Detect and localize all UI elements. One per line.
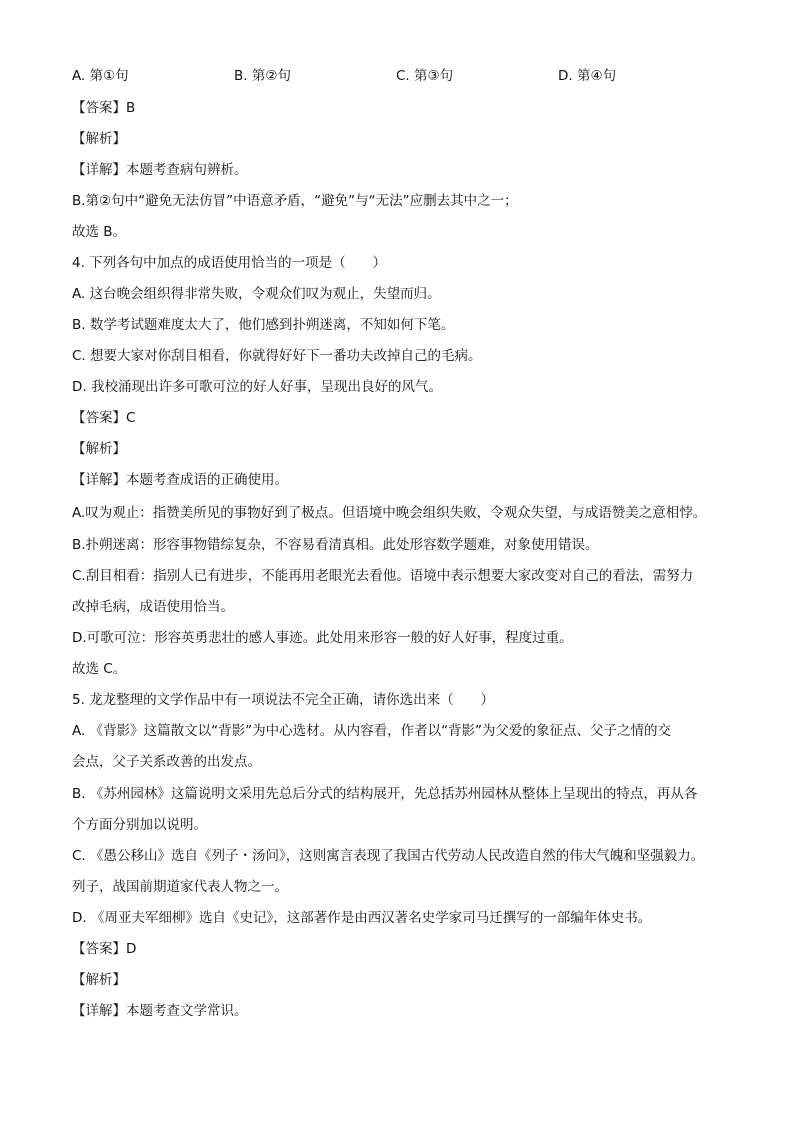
question-option: A. 这台晚会组织得非常失败，令观众们叹为观止，失望而归。: [72, 286, 441, 302]
question-option: 个方面分别加以说明。: [72, 817, 207, 833]
question-option: B. 《苏州园林》这篇说明文采用先总后分式的结构展开，先总括苏州园林从整体上呈现出的特点，再从各: [72, 786, 698, 802]
question-option: D. 《周亚夫军细柳》选自《史记》，这部著作是由西汉著名史学家司马迁撰写的一部编年体史书。: [72, 910, 652, 926]
question-option: C. 想要大家对你刮目相看，你就得好好下一番功夫改掉自己的毛病。: [72, 348, 482, 364]
option-c: C. 第③句: [396, 68, 454, 84]
option-d: D. 第④句: [558, 68, 617, 84]
detail-text: A.叹为观止：指赞美所见的事物好到了极点。但语境中晚会组织失败，令观众失望，与成语赞美之意相悖。: [72, 505, 707, 521]
conclusion-text: 故选 B。: [72, 224, 127, 240]
detail-text: 改掉毛病，成语使用恰当。: [72, 599, 234, 615]
question-title: 4. 下列各句中加点的成语使用恰当的一项是（ ）: [72, 255, 387, 271]
analysis-label: 【解析】: [72, 972, 126, 988]
detail-text: C.刮目相看：指别人已有进步，不能再用老眼光去看他。语境中表示想要大家改变对自己的看法，需努力: [72, 568, 694, 584]
option-b: B. 第②句: [234, 68, 291, 84]
answer-label: 【答案】B: [72, 100, 136, 116]
detail-text: 【详解】本题考查文学常识。: [72, 1003, 248, 1019]
question-option: 会点，父子关系改善的出发点。: [72, 754, 261, 770]
question-option: B. 数学考试题难度太大了，他们感到扑朔迷离，不知如何下笔。: [72, 317, 455, 333]
answer-label: 【答案】C: [72, 410, 136, 426]
detail-text: 【详解】本题考查成语的正确使用。: [72, 472, 288, 488]
detail-text: B.第②句中“避免无法仿冒”中语意矛盾，“避免”与“无法”应删去其中之一；: [72, 193, 518, 209]
analysis-label: 【解析】: [72, 441, 126, 457]
question-title: 5. 龙龙整理的文学作品中有一项说法不完全正确，请你选出来（ ）: [72, 692, 495, 708]
conclusion-text: 故选 C。: [72, 661, 127, 677]
detail-text: B.扑朔迷离：形容事物错综复杂，不容易看清真相。此处形容数学题难，对象使用错误。: [72, 537, 599, 553]
question-option: D. 我校涌现出许多可歌可泣的好人好事，呈现出良好的风气。: [72, 379, 442, 395]
question-option: C. 《愚公移山》选自《列子・汤问》，这则寓言表现了我国古代劳动人民改造自然的伟大气魄和坚强毅力。: [72, 848, 705, 864]
analysis-label: 【解析】: [72, 131, 126, 147]
question-option: A. 《背影》这篇散文以“背影”为中心选材。从内容看，作者以“背影”为父爱的象征点、父子之情的交: [72, 723, 672, 739]
answer-label: 【答案】D: [72, 941, 137, 957]
detail-text: D.可歌可泣：形容英勇悲壮的感人事迹。此处用来形容一般的好人好事，程度过重。: [72, 630, 573, 646]
option-a: A. 第①句: [72, 68, 129, 84]
detail-text: 【详解】本题考查病句辨析。: [72, 162, 248, 178]
question-option: 列子，战国前期道家代表人物之一。: [72, 879, 288, 895]
